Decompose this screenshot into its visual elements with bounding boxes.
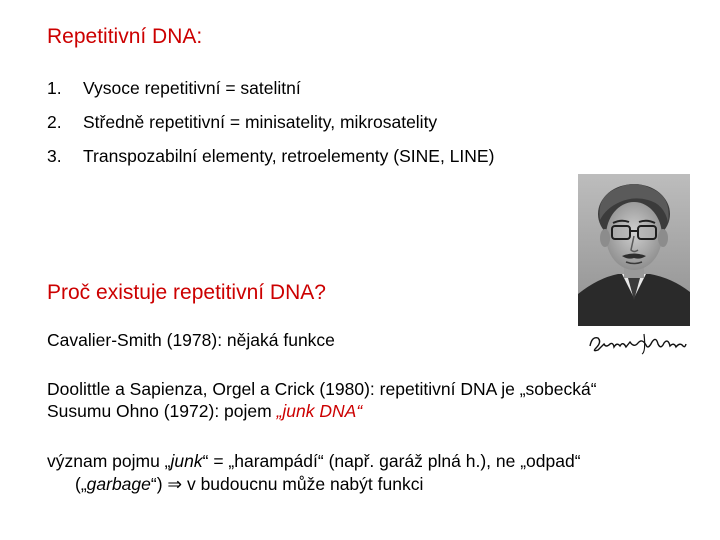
garbage-text-a: („ <box>75 474 87 494</box>
garbage-term: garbage <box>86 474 151 494</box>
list-item-1 <box>47 77 607 99</box>
list-number: 2. <box>47 112 62 132</box>
ohno-portrait-photo <box>578 174 690 326</box>
junk-term: junk <box>170 451 203 471</box>
junk-dna-term: „junk DNA“ <box>276 401 363 421</box>
heading-why-repetitive-dna: Proč existuje repetitivní DNA? <box>47 281 326 304</box>
list-text: Vysoce repetitivní = satelitní <box>83 78 301 98</box>
garbage-text-c: “) <box>150 474 168 494</box>
meaning-text-c: “ = „harampádí“ (např. garáž plná h.), ne „odpad“ <box>202 451 581 471</box>
paragraph-cavalier-smith: Cavalier-Smith (1978): nějaká funkce <box>47 330 335 350</box>
heading-repetitive-dna: Repetitivní DNA: <box>47 25 203 48</box>
list-text: Středně repetitivní = minisatelity, mikrosatelity <box>83 112 438 132</box>
paragraph-garbage <box>75 473 423 495</box>
list-number: 1. <box>47 78 62 98</box>
list-item-2 <box>47 111 607 133</box>
garbage-text-d: v budoucnu může nabýt funkci <box>182 474 424 494</box>
portrait-illustration <box>578 174 690 326</box>
paragraph-doolittle: Doolittle a Sapienza, Orgel a Crick (1980): repetitivní DNA je „sobecká“ <box>47 379 597 399</box>
paragraph-ohno <box>47 400 362 422</box>
list-number: 3. <box>47 146 62 166</box>
paragraph-meaning <box>47 450 581 472</box>
ohno-text: Susumu Ohno (1972): pojem <box>47 401 277 421</box>
list-item-3 <box>47 145 607 167</box>
list-text: Transpozabilní elementy, retroelementy (SINE, LINE) <box>83 146 495 166</box>
ohno-signature <box>586 328 690 358</box>
implies-arrow: ⇒ <box>167 474 183 494</box>
meaning-text-a: význam pojmu „ <box>47 451 171 471</box>
